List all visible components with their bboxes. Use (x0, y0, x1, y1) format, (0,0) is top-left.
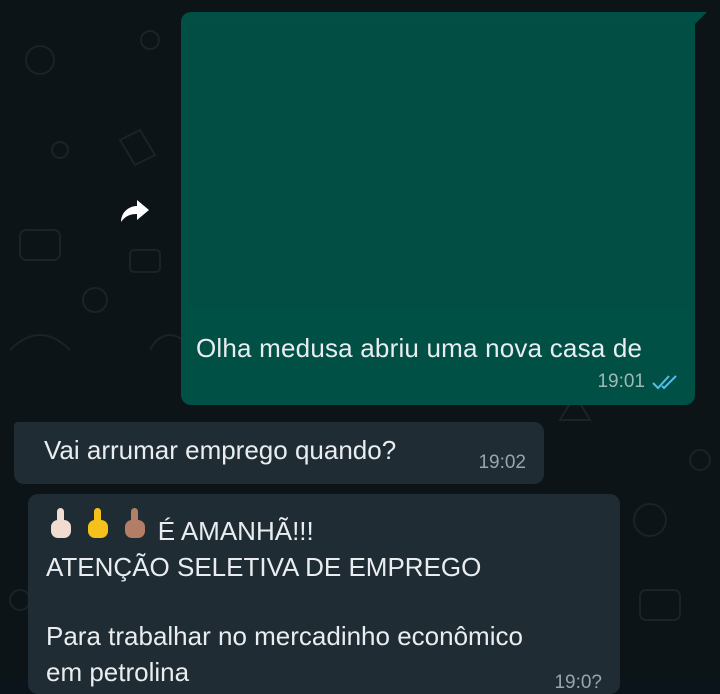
message-caption: Olha medusa abriu uma nova casa de (196, 333, 643, 363)
message-time: 19:02 (478, 452, 526, 473)
media-thumbnail[interactable] (187, 18, 689, 308)
headline-row (46, 506, 616, 549)
message-time: 19:01 (597, 371, 645, 392)
headline-text: É AMANHÃ!!! (157, 516, 314, 546)
double-check-icon (651, 373, 681, 391)
forward-button[interactable] (113, 194, 155, 228)
pointing-up-yellow-icon (83, 506, 113, 540)
outgoing-message[interactable] (181, 12, 695, 405)
forward-arrow-icon (113, 194, 155, 228)
bubble-tail (693, 12, 707, 26)
message-line: Para trabalhar no mercadinho econômico (46, 621, 523, 651)
pointing-up-medium-icon (120, 506, 150, 540)
message-line: em petrolina (46, 657, 190, 687)
message-line: ATENÇÃO SELETIVA DE EMPREGO (46, 552, 482, 582)
message-text: Vai arrumar emprego quando? (44, 435, 397, 465)
message-time: 19:0? (554, 672, 602, 693)
incoming-message[interactable] (28, 494, 620, 694)
pointing-up-light-icon (46, 506, 76, 540)
message-body (46, 506, 616, 690)
message-meta (597, 371, 681, 393)
incoming-message[interactable] (14, 422, 544, 484)
blank-line (46, 585, 616, 618)
